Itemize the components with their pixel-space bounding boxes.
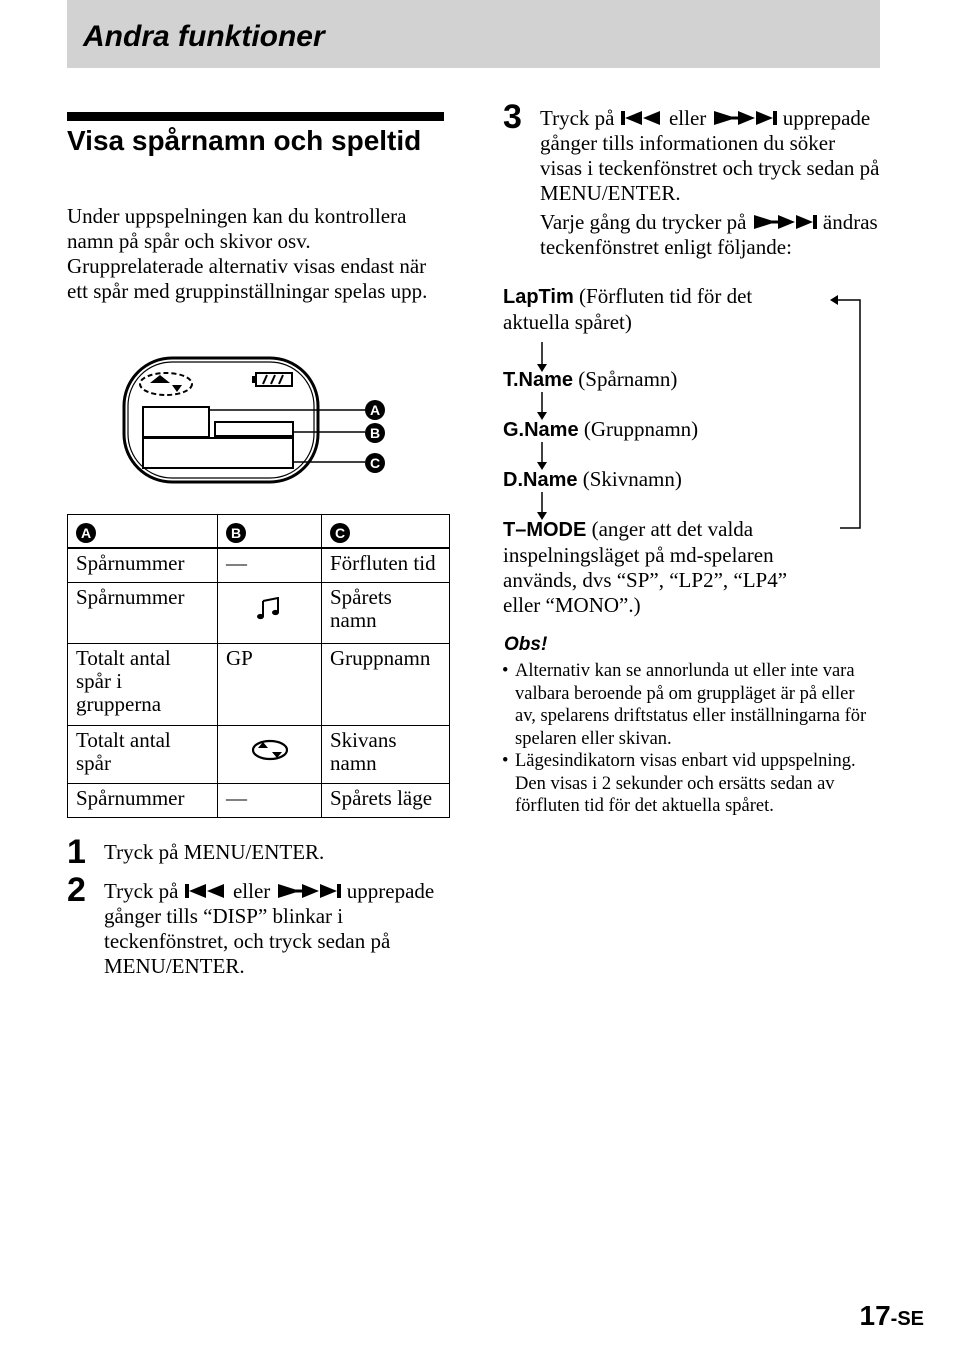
previous-button-icon [620,109,664,127]
callout-b: B [369,425,381,441]
header-cell-c: C [322,515,450,549]
cell-b [218,725,322,783]
cell-c: Gruppnamn [322,643,450,725]
callout-a: A [369,402,381,418]
play-next-button-icon [752,213,818,231]
table-row [68,783,450,817]
step-number: 1 [67,833,86,871]
cycle-item-tmode: T–MODE (anger att det valda inspelningsläget på md-spelaren används, dvs “SP”, “LP2”, “LP4” eller “MONO”.) [503,517,788,617]
step-subtext-pre: Varje gång du trycker på [540,210,747,234]
cell-a: Totalt antal spår i grupperna [68,643,218,725]
header-cell-a: A [68,515,218,549]
cell-a: Spårnummer [68,783,218,817]
table-row [68,725,450,783]
table-row [68,548,450,582]
music-note-icon [256,597,284,621]
cell-c: Skivans namn [322,725,450,783]
play-next-button-icon [276,882,342,900]
step-subtext-post: ändras teckenfönstret enligt följande: [540,210,878,259]
list-item: • Lägesindikatorn visas enbart vid uppspelning. Den visas i 2 sekunder och ersätts sedan av förfluten tid för det aktuella spåret. [502,751,856,816]
cell-b [218,582,322,643]
display-info-table [67,514,450,818]
cycle-item-tname: T.Name (Spårnamn) [503,367,678,391]
previous-button-icon [184,882,228,900]
notes-list [502,660,880,818]
section-rule [67,112,444,121]
cell-c: Spårets namn [322,582,450,643]
cell-c: Förfluten tid [322,548,450,582]
display-diagram [110,350,410,490]
bullet-icon: • [502,751,509,771]
section-heading: Visa spårnamn och speltid [67,125,422,156]
step-text: Tryck på MENU/ENTER. [104,840,325,864]
table-row [68,643,450,725]
step-number: 3 [503,98,522,136]
step-3 [503,100,883,270]
list-item: • Alternativ kan se annorlunda ut eller inte vara valbara beroende på om gruppläget är på eller av, spelarens driftstatus eller inställningarna för spelaren eller skivan. [502,661,867,749]
step-text-post: upprepade gånger tills “DISP” blinkar i teckenfönstret, och tryck sedan på MENU/ENTER. [104,879,435,978]
table-row [68,582,450,643]
cycle-item-dname: D.Name (Skivnamn) [503,467,682,491]
cell-a: Spårnummer [68,582,218,643]
step-text-pre: Tryck på [104,879,179,903]
table-header-row [68,515,450,549]
step-text-mid: eller [232,879,271,903]
cell-a: Spårnummer [68,548,218,582]
cycle-item-laptim: LapTim (Förfluten tid för det aktuella spåret) [503,284,753,334]
step-2 [67,873,447,983]
step-number: 2 [67,871,86,909]
step-1 [67,833,447,871]
header-cell-b: B [218,515,322,549]
step-text-mid: eller [668,106,707,130]
notes-label: Obs! [504,634,548,655]
chapter-title: Andra funktioner [83,20,325,53]
page-number: 17-SE [859,1300,924,1331]
cell-b: GP [218,643,322,725]
play-next-button-icon [712,109,778,127]
cell-a: Totalt antal spår [68,725,218,783]
cycle-item-gname: G.Name (Gruppnamn) [503,417,699,441]
disc-icon [250,738,290,762]
intro-paragraph: Under uppspelningen kan du kontrollera namn på spår och skivor osv. Grupprelaterade alternativ visas endast när ett spår med gruppinställningar spelas upp. [67,204,428,303]
callout-c: C [369,455,381,471]
header-band [67,0,880,68]
step-subtext [540,210,880,260]
step-text-post: upprepade gånger tills informationen du söker visas i teckenfönstret och tryck sedan på MENU/ENTER. [540,106,880,205]
cell-b: — [218,783,322,817]
step-text-pre: Tryck på [540,106,615,130]
cell-b: — [218,548,322,582]
bullet-icon: • [502,661,509,681]
cell-c: Spårets läge [322,783,450,817]
